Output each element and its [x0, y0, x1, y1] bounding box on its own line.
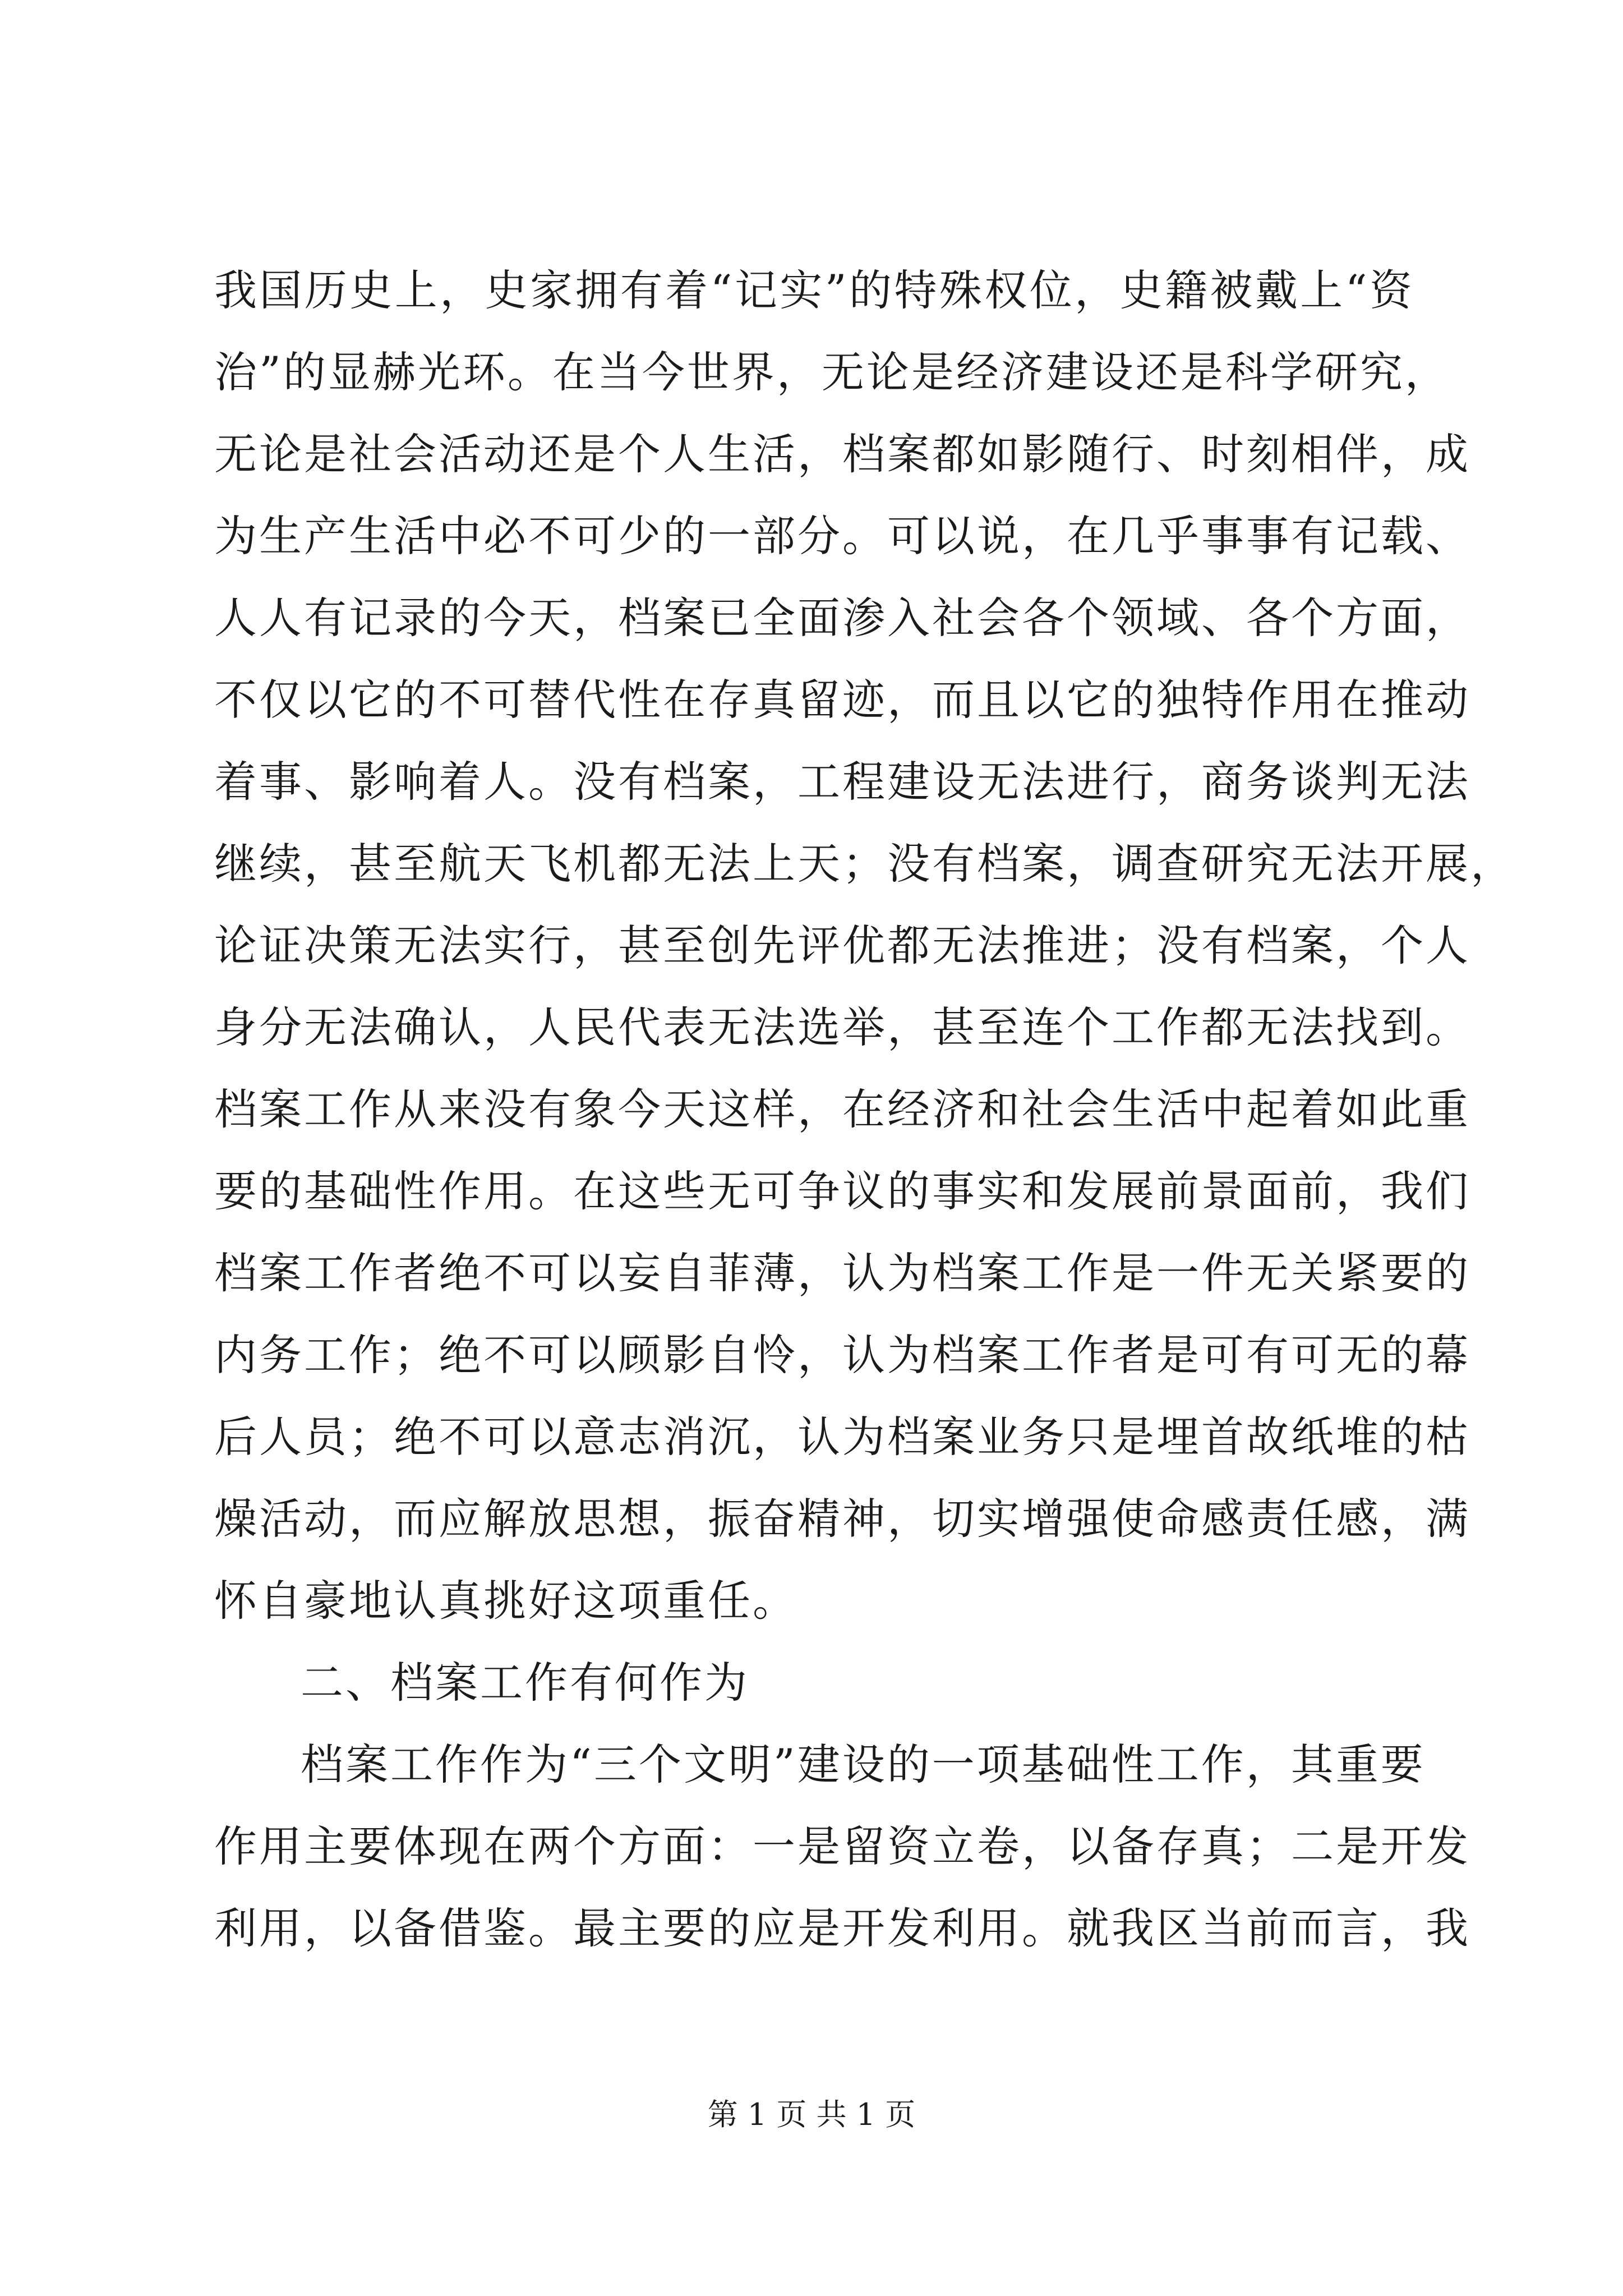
text-line: 档案工作作为“三个文明”建设的一项基础性工作，其重要: [301, 1740, 1426, 1789]
body-text: [214, 250, 1515, 1970]
text-line: 人人有记录的今天，档案已全面渗入社会各个领域、各个方面，: [214, 593, 1470, 643]
text-line: 身分无法确认，人民代表无法选举，甚至连个工作都无法找到。: [214, 1002, 1470, 1052]
section-heading: 二、档案工作有何作为: [301, 1658, 749, 1708]
text-line: 内务工作；绝不可以顾影自怜，认为档案工作者是可有可无的幕: [214, 1330, 1470, 1380]
text-line: 无论是社会活动还是个人生活，档案都如影随行、时刻相伴，成: [214, 429, 1470, 479]
text-line: 怀自豪地认真挑好这项重任。: [214, 1576, 797, 1626]
text-line: 我国历史上，史家拥有着“记实”的特殊权位，史籍被戴上“资: [214, 265, 1414, 315]
text-line: 不仅以它的不可替代性在存真留迹，而且以它的独特作用在推动: [214, 675, 1470, 725]
text-line: 要的基础性作用。在这些无可争议的事实和发展前景面前，我们: [214, 1166, 1470, 1216]
text-line: 利用，以备借鉴。最主要的应是开发利用。就我区当前而言，我: [214, 1903, 1470, 1953]
text-line: 治”的显赫光环。在当今世界，无论是经济建设还是科学研究，: [214, 347, 1450, 397]
text-line: 着事、影响着人。没有档案，工程建设无法进行，商务谈判无法: [214, 757, 1470, 807]
page-number-footer: 第 1 页 共 1 页: [707, 2097, 916, 2132]
text-line: 后人员；绝不可以意志消沉，认为档案业务只是埋首故纸堆的枯: [214, 1412, 1470, 1462]
text-line: 论证决策无法实行，甚至创先评优都无法推进；没有档案，个人: [214, 921, 1470, 970]
text-line: 作用主要体现在两个方面：一是留资立卷，以备存真；二是开发: [214, 1821, 1470, 1871]
text-line: 为生产生活中必不可少的一部分。可以说，在几乎事事有记载、: [214, 511, 1470, 561]
text-line: 继续，甚至航天飞机都无法上天；没有档案，调查研究无法开展，: [214, 839, 1515, 889]
text-line: 档案工作者绝不可以妄自菲薄，认为档案工作是一件无关紧要的: [214, 1248, 1470, 1298]
text-line: 燥活动，而应解放思想，振奋精神，切实增强使命感责任感，满: [214, 1494, 1470, 1544]
text-line: 档案工作从来没有象今天这样，在经济和社会生活中起着如此重: [214, 1084, 1470, 1134]
